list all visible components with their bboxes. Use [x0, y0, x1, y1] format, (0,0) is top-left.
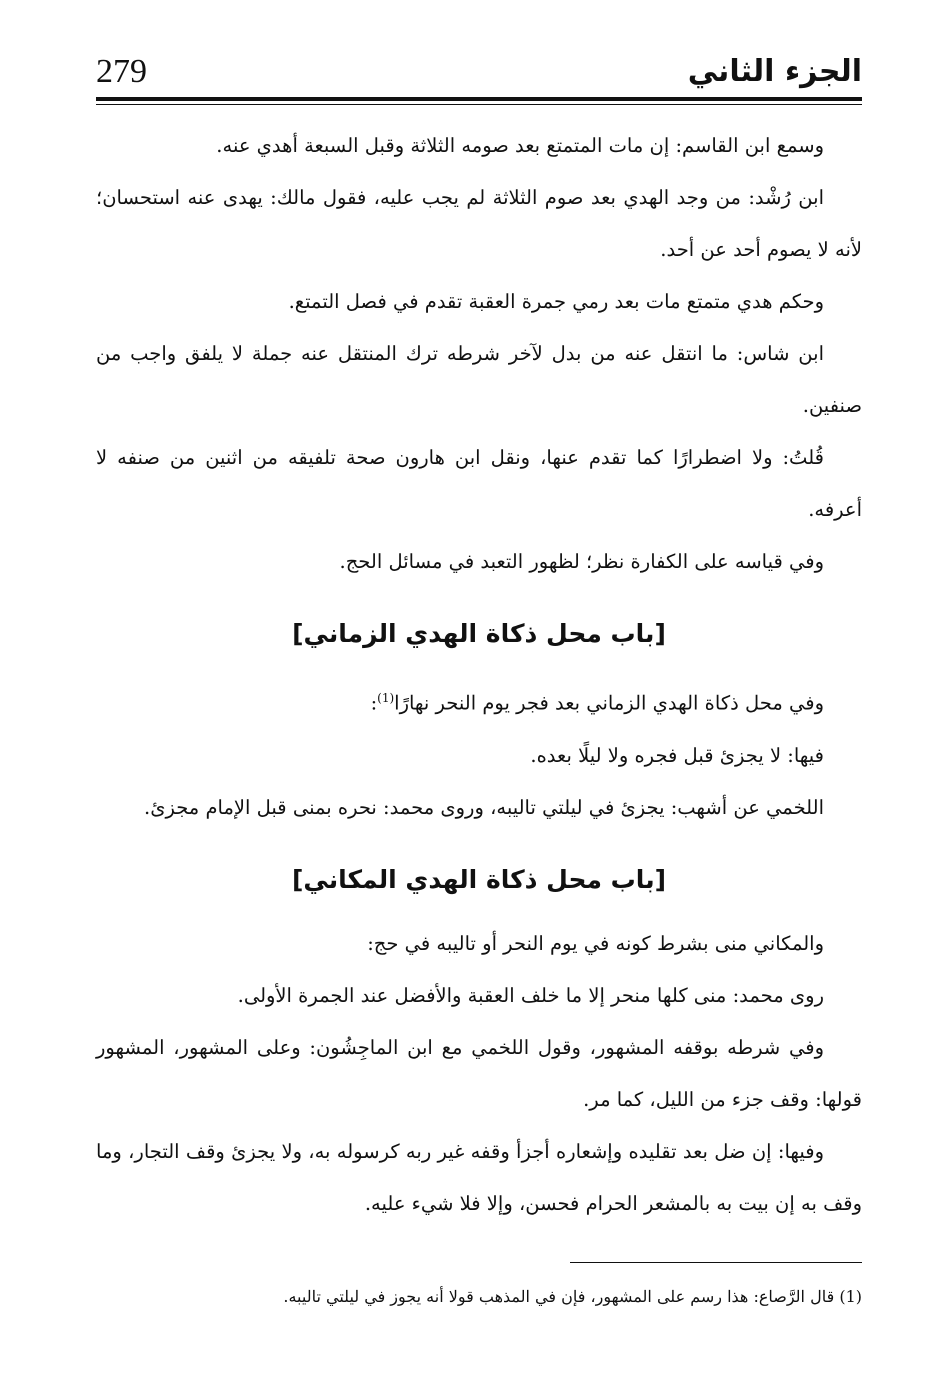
- paragraph: وفي قياسه على الكفارة نظر؛ لظهور التعبد في مسائل الحج.: [339, 550, 824, 573]
- paragraph: روى محمد: منى كلها منحر إلا ما خلف العقبة والأفضل عند الجمرة الأولى.: [237, 983, 824, 1007]
- header-rule-thick: [96, 97, 862, 101]
- paragraph: ابن شاس: ما انتقل عنه من بدل لآخر شرطه ترك المنتقل عنه جملة لا يلفق واجب من صنفين.: [96, 342, 862, 417]
- page-number: 279: [96, 53, 147, 90]
- paragraph: وحكم هدي متمتع مات بعد رمي جمرة العقبة تقدم في فصل التمتع.: [288, 290, 824, 313]
- footnote-ref[interactable]: (1): [377, 691, 395, 705]
- paragraph: اللخمي عن أشهب: يجزئ في ليلتي تاليبه، وروى محمد: نحره بمنى قبل الإمام مجزئ.: [144, 795, 824, 819]
- header-rule-thin: [96, 104, 862, 105]
- body-text: [96, 120, 862, 1230]
- paragraph: والمكاني منى بشرط كونه في يوم النحر أو تاليبه في حج:: [367, 931, 824, 955]
- paragraph: وفيها: إن ضل بعد تقليده وإشعاره أجزأ وقفه غير ربه كرسوله به، ولا يجزئ وقف التجار، وما وقف به إن بيت به بالمشعر الحرام فحسن، وإلا فلا شيء عليه.: [96, 1139, 862, 1215]
- paragraph-punct: :: [370, 691, 378, 715]
- running-head: الجزء الثاني: [687, 54, 862, 89]
- section-heading: [باب محل ذكاة الهدي الزماني]: [292, 619, 666, 648]
- paragraph: وسمع ابن القاسم: إن مات المتمتع بعد صومه الثلاثة وقبل السبعة أهدي عنه.: [216, 134, 824, 157]
- footnote-separator: [570, 1262, 862, 1263]
- paragraph-text: وفي محل ذكاة الهدي الزماني بعد فجر يوم النحر نهارًا: [394, 691, 824, 715]
- footnote: (1) قال الرَّصاع: هذا رسم على المشهور، فإن في المذهب قولا أنه يجوز في ليلتي تاليبه.: [283, 1287, 862, 1306]
- paragraph: [96, 672, 862, 730]
- paragraph: ابن رُشْد: من وجد الهدي بعد صوم الثلاثة لم يجب عليه، فقول مالك: يهدى عنه استحسان؛ لأنه لا يصوم أحد عن أحد.: [96, 186, 862, 261]
- section-heading: [باب محل ذكاة الهدي المكاني]: [291, 864, 667, 894]
- paragraph: قُلتُ: ولا اضطرارًا كما تقدم عنها، ونقل ابن هارون صحة تلفيقه من اثنين من صنفه لا أعرفه.: [96, 446, 862, 521]
- page-header: [96, 50, 862, 102]
- paragraph: وفي شرطه بوقفه المشهور، وقول اللخمي مع ابن الماجِشُون: وعلى المشهور، المشهور قولها: وقف جزء من الليل، كما مر.: [96, 1035, 862, 1111]
- paragraph: فيها: لا يجزئ قبل فجره ولا ليلًا بعده.: [530, 743, 824, 767]
